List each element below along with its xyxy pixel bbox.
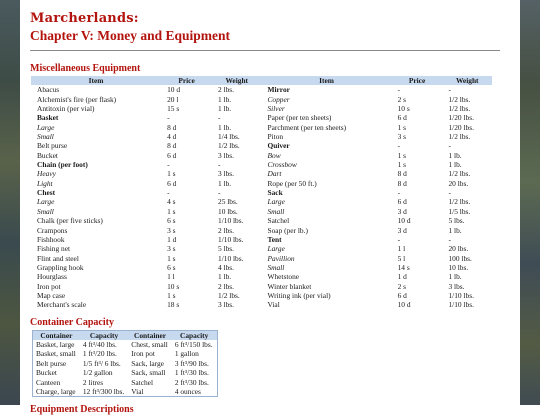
item-name-right: Writing ink (per vial) (267, 290, 331, 300)
item-weight-left: 3 lbs. (218, 300, 235, 310)
item-price-right: 1 s (397, 150, 406, 160)
item-name-right: Small (267, 262, 285, 272)
container-name: Basket, small (36, 349, 76, 359)
item-name-left: Abacus (37, 85, 60, 95)
table-row (31, 95, 492, 104)
item-price-left: - (167, 160, 170, 170)
table-row (31, 188, 492, 197)
item-weight-left: 1/10 lbs. (218, 253, 244, 263)
item-price-left: 6 s (167, 262, 176, 272)
item-weight-left: 1/4 lbs. (218, 132, 240, 142)
item-price-left: - (167, 113, 170, 123)
item-price-left: 1 l (167, 272, 175, 282)
table-row (31, 160, 492, 169)
item-price-left: 6 d (167, 178, 177, 188)
col-header-item: Item (31, 76, 161, 85)
item-price-right: 10 d (397, 216, 411, 226)
item-price-right: 6 d (397, 290, 407, 300)
item-name-right: Pavillion (267, 253, 295, 263)
item-weight-left: 2 lbs. (218, 85, 235, 95)
col-header-container-2: Container (128, 330, 172, 340)
item-weight-left: 1/2 lbs. (218, 141, 240, 151)
item-price-left: 1 s (167, 206, 176, 216)
misc-equipment-body (31, 85, 492, 309)
item-name-right: Satchel (267, 216, 290, 226)
item-weight-left: 25 lbs. (218, 197, 238, 207)
item-name-right: Crossbow (267, 160, 297, 170)
item-weight-left: 3 lbs. (218, 150, 235, 160)
item-weight-left: 10 lbs. (218, 206, 238, 216)
item-weight-right: 1 lb. (448, 150, 462, 160)
item-price-left: 4 d (167, 132, 177, 142)
item-name-left: Chain (per foot) (37, 160, 88, 170)
item-name-right: Large (267, 244, 285, 254)
table-row (31, 272, 492, 281)
item-weight-right: 1/10 lbs. (448, 300, 474, 310)
item-price-left: 15 s (167, 104, 180, 114)
item-price-right: 10 s (397, 104, 410, 114)
item-price-right: - (397, 188, 401, 198)
item-weight-right: - (448, 141, 451, 151)
container-capacity: 2 litres (82, 377, 104, 387)
item-price-left: 1 s (167, 253, 176, 263)
container-name: Chest, small (131, 339, 168, 349)
item-weight-left: 1 lb. (218, 122, 232, 132)
item-price-right: 8 d (397, 169, 407, 179)
container-capacity: 1/2 gallon (82, 368, 113, 378)
item-name-right: Piton (267, 132, 284, 142)
table-row (31, 197, 492, 206)
item-price-left: 10 d (167, 85, 181, 95)
item-name-right: Dart (267, 169, 282, 179)
equipment-descriptions-heading: Equipment Descriptions (30, 404, 134, 416)
container-name: Sack, large (131, 358, 164, 368)
item-price-right: 14 s (397, 262, 410, 272)
container-capacity: 1/5 ft³/ 6 lbs. (82, 358, 121, 368)
item-name-right: Silver (267, 104, 285, 114)
table-row (31, 244, 492, 253)
item-name-right: Rope (per 50 ft.) (267, 178, 317, 188)
item-price-right: 5 l (397, 253, 406, 263)
item-price-left: 1 d (167, 234, 177, 244)
item-name-right: Mirror (267, 85, 290, 95)
table-row (31, 226, 492, 235)
item-price-right: 3 d (397, 225, 407, 235)
item-weight-left: 3 lbs. (218, 169, 235, 179)
item-price-right: 10 d (397, 300, 411, 310)
item-name-left: Chest (37, 188, 56, 198)
table-row (31, 123, 492, 132)
item-name-right: Quiver (267, 141, 290, 151)
misc-equipment-heading: Miscellaneous Equipment (30, 63, 141, 74)
item-name-right: Tent (267, 234, 282, 244)
item-price-right: 6 d (397, 197, 407, 207)
item-price-right: 8 d (397, 178, 407, 188)
item-weight-right: 1/10 lbs. (448, 290, 474, 300)
item-weight-right: 1/2 lbs. (448, 169, 471, 179)
table-row (31, 282, 492, 291)
table-row (31, 179, 492, 188)
container-capacity: 2 ft³/30 lbs. (174, 377, 209, 387)
container-name: Bucket (36, 368, 57, 378)
item-name-left: Belt purse (37, 141, 68, 151)
item-name-left: Fishhook (37, 234, 65, 244)
item-weight-left: 5 lbs. (218, 244, 235, 254)
item-weight-right: - (448, 188, 451, 198)
item-price-right: - (397, 234, 401, 244)
item-name-right: Vial (267, 300, 280, 310)
container-name: Belt purse (36, 358, 67, 368)
capacity-header-row (33, 330, 218, 340)
item-name-left: Chalk (per five sticks) (37, 216, 103, 226)
item-price-left: 20 l (167, 94, 179, 104)
item-name-left: Small (37, 132, 54, 142)
item-price-right: 1 l (397, 244, 406, 254)
item-weight-right: 1/20 lbs. (448, 113, 474, 123)
table-row (33, 340, 218, 349)
item-price-right: 2 s (397, 281, 406, 291)
table-row (31, 254, 492, 263)
table-row (33, 368, 218, 377)
misc-equipment-table (31, 76, 492, 310)
item-name-left: Hourglass (37, 272, 67, 282)
table-row (33, 349, 218, 358)
item-name-left: Large (37, 122, 55, 132)
item-weight-right: 5 lbs. (448, 216, 465, 226)
item-weight-left: 4 lbs. (218, 262, 235, 272)
item-weight-right: 1 lb. (448, 160, 462, 170)
item-price-right: 6 d (397, 113, 407, 123)
item-weight-left: 2 lbs. (218, 225, 235, 235)
item-name-left: Small (37, 206, 54, 216)
container-capacity: 4 ft³/40 lbs. (82, 339, 117, 349)
table-row (31, 151, 492, 160)
item-price-left: 10 s (167, 281, 180, 291)
container-name: Basket, large (36, 339, 75, 349)
item-weight-right: 3 lbs. (448, 281, 465, 291)
item-price-left: 4 s (167, 197, 176, 207)
item-weight-right: 1/2 lbs. (448, 132, 471, 142)
item-price-right: 2 s (397, 94, 406, 104)
item-weight-left: 1/10 lbs. (218, 216, 244, 226)
item-name-right: Winter blanket (267, 281, 312, 291)
container-capacity-table (32, 330, 218, 398)
table-row (31, 113, 492, 122)
item-weight-right: 20 lbs. (448, 178, 469, 188)
item-name-left: Map case (37, 290, 66, 300)
item-weight-left: - (218, 160, 221, 170)
item-name-left: Alchemist's fire (per flask) (37, 94, 117, 104)
col-header-weight-2: Weight (442, 76, 492, 85)
table-row (31, 169, 492, 178)
item-name-left: Light (37, 178, 53, 188)
container-capacity-body (33, 340, 218, 397)
item-name-right: Paper (per ten sheets) (267, 113, 332, 123)
item-name-right: Copper (267, 94, 290, 104)
item-weight-left: 1 lb. (218, 272, 232, 282)
item-weight-left: 1 lb. (218, 94, 232, 104)
container-capacity: 12 ft³/300 lbs. (82, 386, 125, 396)
item-name-left: Iron pot (37, 281, 61, 291)
item-weight-left: 1 lb. (218, 178, 232, 188)
site-logo[interactable]: Marcherlands: (30, 11, 139, 26)
item-name-left: Basket (37, 113, 59, 123)
item-weight-right: 1/5 lbs. (448, 206, 471, 216)
col-header-capacity: Capacity (80, 330, 128, 340)
item-name-right: Small (267, 206, 285, 216)
item-weight-right: 1/2 lbs. (448, 197, 471, 207)
table-row (31, 132, 492, 141)
table-row (33, 387, 218, 397)
col-header-price: Price (161, 76, 212, 85)
item-price-right: 3 s (397, 132, 406, 142)
item-price-left: 3 s (167, 225, 176, 235)
item-name-left: Large (37, 197, 55, 207)
table-row (31, 85, 492, 94)
item-name-left: Flint and steel (37, 253, 79, 263)
item-weight-right: 1/20 lbs. (448, 122, 474, 132)
item-price-left: - (167, 188, 170, 198)
header-divider (30, 50, 500, 51)
item-weight-left: 2 lbs. (218, 281, 235, 291)
col-header-item-2: Item (261, 76, 391, 85)
container-capacity-heading: Container Capacity (30, 316, 114, 328)
item-price-left: 8 d (167, 122, 177, 132)
container-name: Charge, large (36, 386, 76, 396)
container-name: Sack, small (131, 368, 166, 378)
item-price-right: 1 d (397, 272, 407, 282)
item-price-right: 3 d (397, 206, 407, 216)
item-name-left: Heavy (37, 169, 56, 179)
item-weight-right: 1/2 lbs. (448, 104, 471, 114)
container-capacity: 6 ft³/150 lbs. (174, 339, 213, 349)
item-weight-right: - (448, 85, 451, 95)
item-price-left: 18 s (167, 300, 180, 310)
item-name-right: Soap (per lb.) (267, 225, 308, 235)
item-name-right: Large (267, 197, 285, 207)
item-name-right: Parchment (per ten sheets) (267, 122, 347, 132)
item-weight-right: 1 lb. (448, 225, 462, 235)
item-name-right: Whetstone (267, 272, 300, 282)
item-price-right: - (397, 85, 401, 95)
item-name-left: Bucket (37, 150, 58, 160)
container-capacity: 1 ft³/20 lbs. (82, 349, 117, 359)
misc-equipment-header-row (31, 76, 492, 85)
item-weight-left: 1 lb. (218, 104, 232, 114)
item-price-left: 1 s (167, 290, 176, 300)
item-price-left: 3 s (167, 244, 176, 254)
table-row (31, 291, 492, 300)
item-weight-right: - (448, 234, 451, 244)
container-name: Vial (131, 386, 144, 396)
col-header-price-2: Price (392, 76, 443, 85)
table-row (31, 263, 492, 272)
item-weight-right: 10 lbs. (448, 262, 469, 272)
container-name: Satchel (131, 377, 154, 387)
table-row (31, 141, 492, 150)
table-row (31, 216, 492, 225)
item-name-left: Crampons (37, 225, 68, 235)
item-price-right: 1 s (397, 160, 406, 170)
item-price-left: 8 d (167, 141, 177, 151)
table-row (33, 378, 218, 387)
container-capacity: 3 ft³/90 lbs. (174, 358, 209, 368)
item-weight-left: 1/2 lbs. (218, 290, 240, 300)
container-capacity: 4 ounces (174, 386, 201, 396)
item-weight-right: 20 lbs. (448, 244, 469, 254)
item-price-left: 6 d (167, 150, 177, 160)
item-name-left: Antitoxin (per vial) (37, 104, 95, 114)
right-background-strip (520, 0, 540, 405)
item-weight-right: 1/2 lbs. (448, 94, 471, 104)
item-weight-left: 1/10 lbs. (218, 234, 244, 244)
left-background-strip (0, 0, 20, 405)
container-name: Iron pot (131, 349, 155, 359)
item-name-right: Sack (267, 188, 283, 198)
item-price-right: - (397, 141, 401, 151)
item-name-left: Fishing net (37, 244, 71, 254)
col-header-container: Container (33, 330, 80, 340)
table-row (31, 104, 492, 113)
item-weight-left: - (218, 113, 221, 123)
item-price-right: 1 s (397, 122, 406, 132)
item-weight-right: 100 lbs. (448, 253, 472, 263)
chapter-title: Chapter V: Money and Equipment (30, 28, 231, 43)
col-header-capacity-2: Capacity (172, 330, 217, 340)
item-weight-left: - (218, 188, 221, 198)
item-price-left: 6 s (167, 216, 176, 226)
item-price-left: 1 s (167, 169, 176, 179)
item-name-left: Grappling hook (37, 262, 84, 272)
container-capacity: 1 ft³/30 lbs. (174, 368, 209, 378)
table-row (31, 300, 492, 309)
table-row (33, 359, 218, 368)
item-name-right: Bow (267, 150, 281, 160)
item-name-left: Merchant's scale (37, 300, 87, 310)
table-row (31, 207, 492, 216)
item-weight-right: 1 lb. (448, 272, 462, 282)
document-page (20, 0, 520, 416)
table-row (31, 235, 492, 244)
col-header-weight: Weight (212, 76, 261, 85)
container-capacity: 1 gallon (174, 349, 199, 359)
container-name: Canteen (36, 377, 61, 387)
